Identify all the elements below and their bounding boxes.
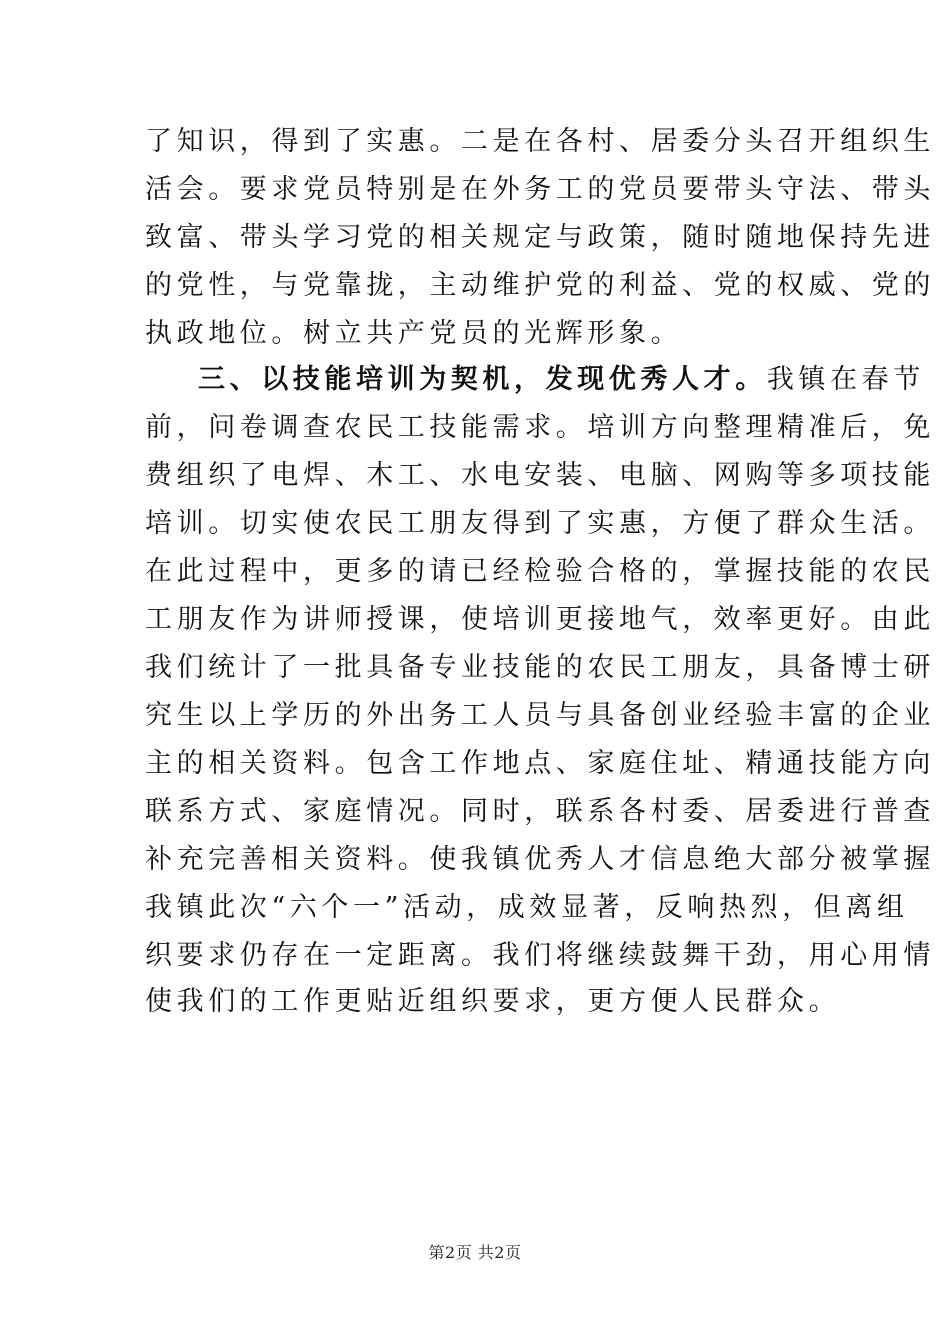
body-text-line: 培训。切实使农民工朋友得到了实惠，方便了群众生活。 xyxy=(145,508,935,539)
body-text-line: 了知识，得到了实惠。二是在各村、居委分头召开组织生 xyxy=(145,126,935,157)
body-text-line: 主的相关资料。包含工作地点、家庭住址、精通技能方向 xyxy=(145,748,935,779)
body-text-line: 致富、带头学习党的相关规定与政策，随时随地保持先进 xyxy=(145,222,935,253)
body-text-line: 执政地位。树立共产党员的光辉形象。 xyxy=(145,318,683,349)
body-text-line: 在此过程中，更多的请已经检验合格的，掌握技能的农民 xyxy=(145,556,935,587)
section-three-lead: 我镇在春节 xyxy=(766,364,925,395)
body-text-line: 我镇此次“六个一”活动，成效显著，反响热烈，但离组 xyxy=(145,892,909,923)
body-text-line: 前，问卷调查农民工技能需求。培训方向整理精准后，免 xyxy=(145,412,935,443)
body-text-line: 织要求仍存在一定距离。我们将继续鼓舞干劲，用心用情 xyxy=(145,940,935,971)
body-text-line: 费组织了电焊、木工、水电安装、电脑、网购等多项技能 xyxy=(145,460,935,491)
body-text-line: 活会。要求党员特别是在外务工的党员要带头守法、带头 xyxy=(145,174,935,205)
body-text-line: 补充完善相关资料。使我镇优秀人才信息绝大部分被掌握 xyxy=(145,844,935,875)
body-text-line: 使我们的工作更贴近组织要求，更方便人民群众。 xyxy=(145,986,841,1017)
page-number-footer: 第2页 共2页 xyxy=(428,1243,522,1262)
body-text-line: 究生以上学历的外出务工人员与具备创业经验丰富的企业 xyxy=(145,700,935,731)
body-text-line: 我们统计了一批具备专业技能的农民工朋友，具备博士研 xyxy=(145,652,935,683)
section-three-first-line xyxy=(198,360,925,400)
body-text-line: 联系方式、家庭情况。同时，联系各村委、居委进行普查 xyxy=(145,796,935,827)
section-three-heading: 三、以技能培训为契机，发现优秀人才。 xyxy=(198,364,767,395)
body-text-line: 工朋友作为讲师授课，使培训更接地气，效率更好。由此 xyxy=(145,604,935,635)
body-text-line: 的党性，与党靠拢，主动维护党的利益、党的权威、党的 xyxy=(145,270,935,301)
